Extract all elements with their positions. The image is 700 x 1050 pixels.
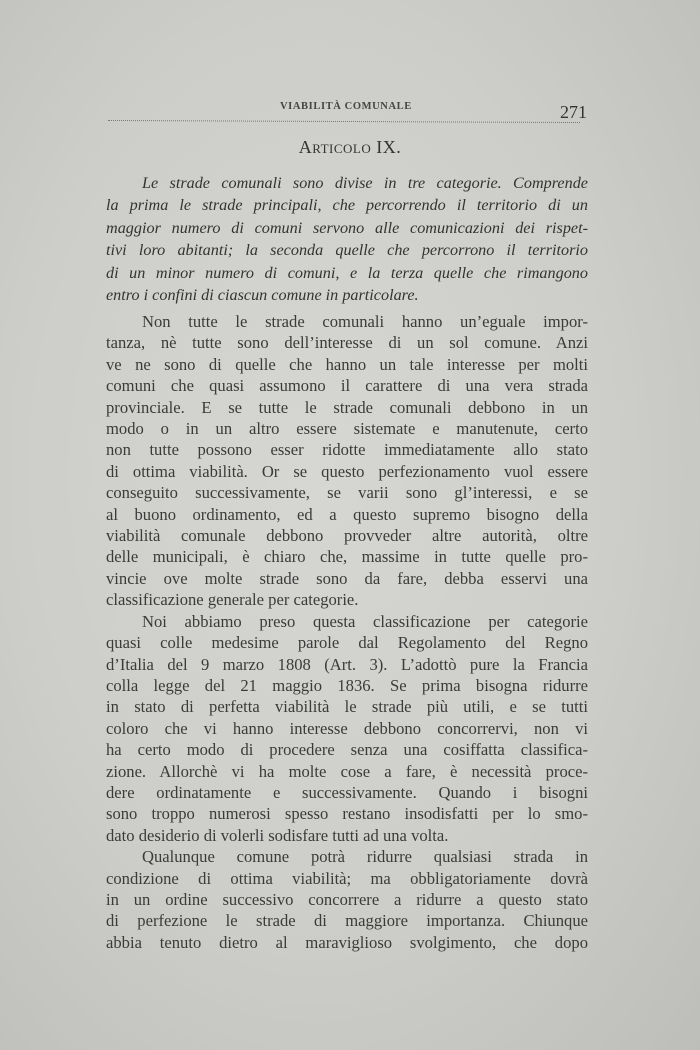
text-line: modo o in un altro essere sistemate e manutenute, certo xyxy=(106,419,588,439)
running-head: VIABILITÀ COMUNALE xyxy=(280,101,412,112)
paragraph xyxy=(106,611,588,846)
text-line: colla legge del 21 maggio 1836. Se prima bisogna ridurre xyxy=(106,675,588,695)
text-line: Noi abbiamo preso questa classificazione per categorie xyxy=(142,611,588,631)
text-line: zione. Allorchè vi ha molte cose a fare, è necessità proce- xyxy=(106,761,588,781)
text-line: coloro che vi hanno interesse debbono concorrervi, non vi xyxy=(106,718,588,738)
text-line: non tutte possono esser ridotte immediatamente allo stato xyxy=(106,440,588,460)
text-line: di ottima viabilità. Or se questo perfezionamento vuol essere xyxy=(106,461,588,481)
text-line: delle municipali, è chiaro che, massime in tutte quelle pro- xyxy=(106,547,588,567)
text-line: ha certo modo di procedere senza una cosiffatta classifica- xyxy=(106,740,588,760)
text-line: dere ordinatamente e successivamente. Quando i bisogni xyxy=(106,782,588,802)
summary-line: Le strade comunali sono divise in tre categorie. Comprende xyxy=(142,174,588,192)
article-summary xyxy=(106,172,588,306)
summary-line: la prima le strade principali, che percorrendo il territorio di un xyxy=(106,196,588,215)
text-line: comuni che quasi assumono il carattere di una vera strada xyxy=(106,376,588,396)
summary-line: entro i confini di ciascun comune in particolare. xyxy=(106,286,419,305)
article-heading: Articolo IX. xyxy=(298,137,402,157)
text-line: vincie ove molte strade sono da fare, debba esservi una xyxy=(106,568,588,588)
text-line: tanza, nè tutte sono dell’interesse di un sol comune. Anzi xyxy=(106,333,588,353)
text-line: classificazione generale per categorie. xyxy=(106,590,359,610)
text-line: in un ordine successivo concorrere a ridurre a questo stato xyxy=(106,889,588,909)
page-number: 271 xyxy=(560,102,587,122)
text-line: ve ne sono di quelle che hanno un tale interesse per molti xyxy=(106,354,588,374)
paragraph xyxy=(106,311,588,611)
summary-line: tivi loro abitanti; la seconda quelle che percorrono il territorio xyxy=(106,241,588,260)
text-line: provinciale. E se tutte le strade comunali debbono in un xyxy=(106,397,588,417)
text-line: in stato di perfetta viabilità le strade più utili, e se tutti xyxy=(106,697,588,717)
text-line: d’Italia del 9 marzo 1808 (Art. 3). L’adottò pure la Francia xyxy=(106,654,588,674)
text-line: conseguito successivamente, se varii sono gl’interessi, e se xyxy=(106,483,588,503)
summary-line: maggior numero di comuni servono alle comunicazioni dei rispet- xyxy=(106,218,588,237)
text-line: abbia tenuto dietro al maraviglioso svolgimento, che dopo xyxy=(106,932,588,952)
header-rule xyxy=(108,120,580,123)
text-line: Non tutte le strade comunali hanno un’eguale impor- xyxy=(142,312,588,331)
text-line: di perfezione le strade di maggiore importanza. Chiunque xyxy=(106,911,588,931)
text-line: quasi colle medesime parole dal Regolamento del Regno xyxy=(106,633,588,653)
text-line: Qualunque comune potrà ridurre qualsiasi strada in xyxy=(142,847,588,867)
paragraph xyxy=(106,846,588,953)
summary-line: di un minor numero di comuni, e la terza quelle che rimangono xyxy=(106,263,588,282)
text-line: al buono ordinamento, ed a questo supremo bisogno della xyxy=(106,504,588,524)
text-line: viabilità comunale debbono provveder altre autorità, oltre xyxy=(106,526,588,546)
text-line: sono troppo numerosi spesso restano insodisfatti per lo smo- xyxy=(106,804,588,824)
text-line: condizione di ottima viabilità; ma obbligatoriamente dovrà xyxy=(106,868,588,888)
body-text xyxy=(106,311,588,953)
text-line: dato desiderio di volerli sodisfare tutti ad una volta. xyxy=(106,825,449,845)
